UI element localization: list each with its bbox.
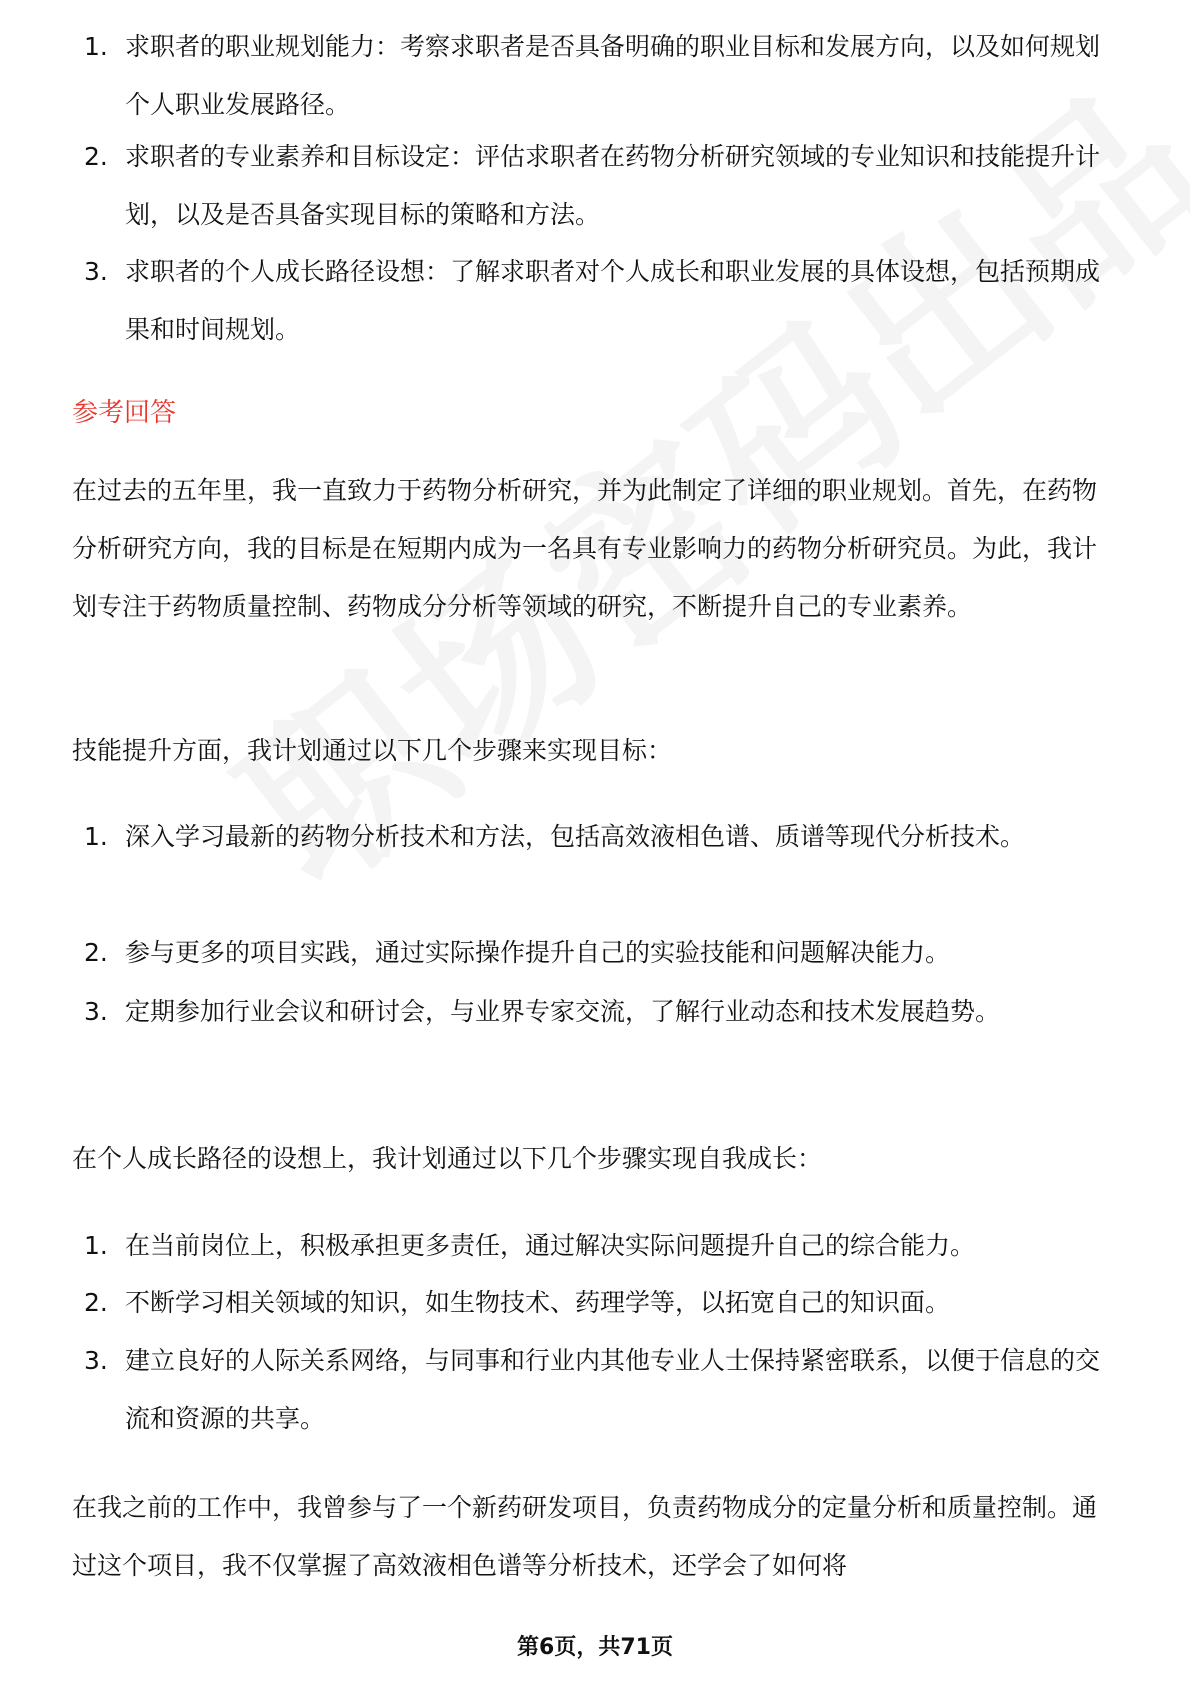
list-text: 求职者的职业规划能力：考察求职者是否具备明确的职业目标和发展方向，以及如何规划个人职业发展路径。 (125, 32, 1101, 119)
list-number: 2. (84, 938, 108, 967)
list-text: 建立良好的人际关系网络，与同事和行业内其他专业人士保持紧密联系，以便于信息的交流和资源的共享。 (125, 1346, 1101, 1433)
page-number: 第6页，共71页 (517, 1635, 673, 1660)
list-text: 在当前岗位上，积极承担更多责任，通过解决实际问题提升自己的综合能力。 (125, 1231, 976, 1260)
list-number: 3. (84, 1346, 108, 1375)
list-number: 2. (84, 1288, 108, 1317)
list-number: 3. (84, 257, 108, 286)
list-text: 不断学习相关领域的知识，如生物技术、药理学等，以拓宽自己的知识面。 (125, 1288, 951, 1317)
list-text: 求职者的专业素养和目标设定：评估求职者在药物分析研究领域的专业知识和技能提升计划，以及是否具备实现目标的策略和方法。 (125, 142, 1101, 229)
paragraph: 在过去的五年里，我一直致力于药物分析研究，并为此制定了详细的职业规划。首先，在药物分析研究方向，我的目标是在短期内成为一名具有专业影响力的药物分析研究员。为此，我计划专注于药物质量控制、药物成分分析等领域的研究，不断提升自己的专业素养。 (72, 476, 1098, 621)
list-text: 深入学习最新的药物分析技术和方法，包括高效液相色谱、质谱等现代分析技术。 (125, 822, 1026, 851)
list-number: 3. (84, 997, 108, 1026)
list-number: 2. (84, 142, 108, 171)
paragraph: 在个人成长路径的设想上，我计划通过以下几个步骤实现自我成长： (72, 1144, 823, 1173)
answer-heading: 参考回答 (72, 398, 177, 428)
list-number: 1. (84, 1231, 108, 1260)
list-text: 定期参加行业会议和研讨会，与业界专家交流，了解行业动态和技术发展趋势。 (125, 997, 1001, 1026)
list-text: 求职者的个人成长路径设想：了解求职者对个人成长和职业发展的具体设想，包括预期成果和时间规划。 (125, 257, 1101, 344)
list-number: 1. (84, 32, 108, 61)
list-text: 参与更多的项目实践，通过实际操作提升自己的实验技能和问题解决能力。 (125, 938, 951, 967)
list-number: 1. (84, 822, 108, 851)
paragraph: 技能提升方面，我计划通过以下几个步骤来实现目标： (72, 736, 673, 765)
paragraph: 在我之前的工作中，我曾参与了一个新药研发项目，负责药物成分的定量分析和质量控制。通过这个项目，我不仅掌握了高效液相色谱等分析技术，还学会了如何将 (72, 1493, 1098, 1580)
